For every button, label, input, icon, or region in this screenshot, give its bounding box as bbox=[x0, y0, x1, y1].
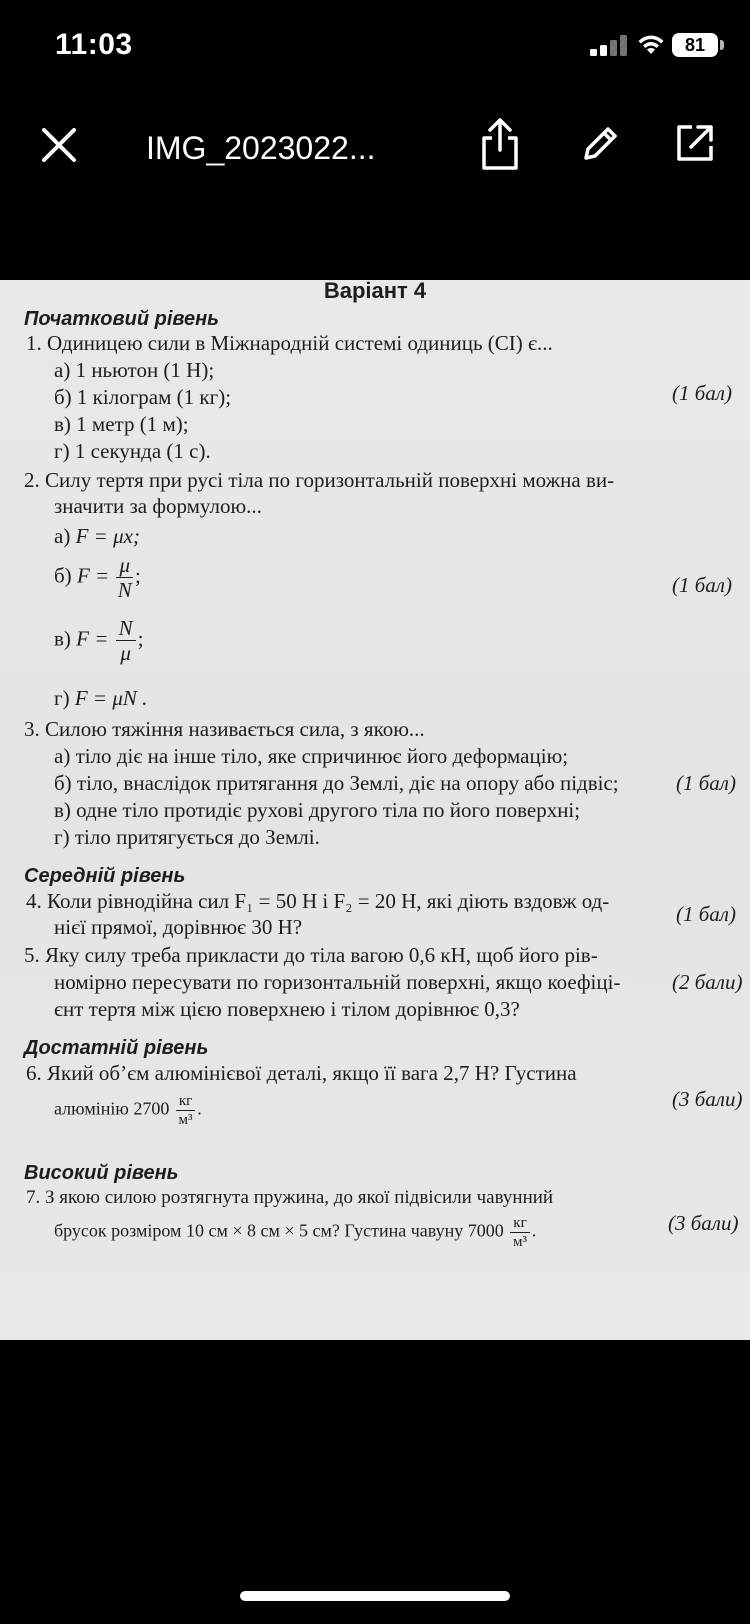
share-icon[interactable] bbox=[478, 114, 522, 174]
question-5-line-2: номірно пересувати по горизонтальній поверхні, якщо коефіці- bbox=[54, 970, 621, 994]
question-6-density-text: алюмінію 2700 bbox=[54, 1098, 170, 1119]
question-6-end: . bbox=[197, 1098, 202, 1119]
option-c-fraction bbox=[116, 616, 136, 665]
question-4-line-1: 4. Коли рівнодійна сил F₁ = 50 Н і F₂ = 20 Н, які діють вздовж од- bbox=[26, 889, 610, 913]
question-2-points: (1 бал) bbox=[672, 573, 732, 597]
question-6-unit-fraction bbox=[176, 1092, 195, 1129]
question-2-line-1: 2. Силу тертя при русі тіла по горизонтальній поверхні можна ви- bbox=[24, 468, 615, 492]
close-icon[interactable] bbox=[36, 122, 82, 168]
question-7-text: брусок розміром 10 см × 8 см × 5 см? Густина чавуну 7000 bbox=[54, 1220, 504, 1241]
option-a-formula: F = μx; bbox=[75, 524, 140, 548]
option-d-label: г) bbox=[54, 686, 70, 710]
question-6-line-2 bbox=[54, 1092, 202, 1129]
option-c-denominator: μ bbox=[120, 641, 131, 665]
battery-level: 81 bbox=[684, 34, 706, 55]
home-indicator[interactable] bbox=[240, 1591, 510, 1601]
question-2-option-a bbox=[54, 523, 140, 550]
question-7-unit-denominator: м³ bbox=[513, 1234, 527, 1250]
wifi-icon bbox=[636, 32, 666, 56]
status-bar bbox=[0, 0, 750, 90]
battery-icon bbox=[672, 33, 718, 57]
worksheet-document bbox=[0, 280, 750, 1340]
level-initial-heading: Початковий рівень bbox=[24, 308, 220, 330]
option-c-label: в) bbox=[54, 626, 71, 651]
battery-tip bbox=[720, 40, 724, 50]
question-1-points: (1 бал) bbox=[672, 381, 732, 405]
question-1-option-d: г) 1 секунда (1 с). bbox=[54, 439, 211, 463]
question-1-option-a: а) 1 ньютон (1 Н); bbox=[54, 358, 215, 382]
question-5-line-3: єнт тертя між цією поверхнею і тілом дорівнює 0,3? bbox=[54, 997, 520, 1021]
question-5-line-1: 5. Яку силу треба прикласти до тіла вагою 0,6 кН, щоб його рів- bbox=[24, 943, 598, 967]
level-high-heading: Високий рівень bbox=[24, 1162, 179, 1184]
question-7-line-2 bbox=[54, 1214, 536, 1251]
level-sufficient-heading: Достатній рівень bbox=[24, 1037, 209, 1059]
option-b-lhs: F = bbox=[76, 563, 110, 588]
option-b-numerator: μ bbox=[116, 553, 133, 578]
cellular-signal-icon bbox=[590, 34, 632, 56]
question-2-option-b: б) F = $\frac{\mu}{N}$ ; bbox=[54, 553, 141, 602]
question-7-points: (3 бали) bbox=[668, 1211, 739, 1235]
question-1: 1. Одиницею сили в Міжнародній системі одиниць (СІ) є... bbox=[26, 331, 553, 355]
question-6-unit-denominator: м³ bbox=[178, 1112, 193, 1128]
question-7-unit-fraction bbox=[510, 1214, 529, 1251]
question-7-line-1: 7. З якою силою розтягнута пружина, до якої підвісили чавунний bbox=[26, 1187, 554, 1208]
question-2-line-2: значити за формулою... bbox=[54, 494, 262, 518]
question-1-option-c: в) 1 метр (1 м); bbox=[54, 412, 189, 436]
question-2-option-d bbox=[54, 685, 147, 712]
option-c-numerator: N bbox=[116, 616, 136, 641]
option-c-lhs: F = bbox=[76, 626, 109, 651]
option-a-label: а) bbox=[54, 524, 71, 548]
question-6-unit-numerator: кг bbox=[176, 1092, 195, 1111]
question-3-points: (1 бал) bbox=[676, 771, 736, 795]
status-time: 11:03 bbox=[55, 28, 133, 61]
open-external-icon[interactable] bbox=[674, 122, 716, 164]
file-title: IMG_2023022... bbox=[146, 130, 376, 166]
question-4-line-2: нієї прямої, дорівнює 30 Н? bbox=[54, 915, 303, 939]
question-2-option-c: в) F = $\frac{N}{\mu}$ ; bbox=[54, 616, 144, 665]
viewer-toolbar bbox=[0, 100, 750, 190]
question-3-option-d: г) тіло притягується до Землі. bbox=[54, 825, 320, 849]
photo-image[interactable] bbox=[0, 280, 750, 1340]
question-3-option-b: б) тіло, внаслідок притягання до Землі, діє на опору або підвіс; bbox=[54, 771, 619, 795]
question-5-points: (2 бали) bbox=[672, 970, 743, 994]
level-medium-heading: Середній рівень bbox=[24, 865, 186, 887]
option-d-formula: F = μN . bbox=[74, 686, 148, 710]
question-6-line-1: 6. Який об’єм алюмінієвої деталі, якщо її вага 2,7 Н? Густина bbox=[26, 1061, 577, 1085]
question-7-unit-numerator: кг bbox=[510, 1214, 529, 1233]
option-b-label: б) bbox=[54, 563, 72, 588]
question-3-option-c: в) одне тіло протидіє рухові другого тіла по його поверхні; bbox=[54, 798, 581, 822]
pencil-icon[interactable] bbox=[578, 122, 622, 166]
option-b-fraction bbox=[116, 553, 133, 602]
option-b-denominator: N bbox=[117, 578, 132, 602]
question-7-end: . bbox=[531, 1220, 537, 1241]
question-3: 3. Силою тяжіння називається сила, з якою... bbox=[24, 717, 425, 741]
question-6-points: (3 бали) bbox=[672, 1087, 743, 1111]
question-1-option-b: б) 1 кілограм (1 кг); bbox=[54, 385, 232, 409]
variant-heading: Варіант 4 bbox=[323, 280, 427, 303]
question-4-points: (1 бал) bbox=[676, 902, 736, 926]
question-3-option-a: а) тіло діє на інше тіло, яке спричинює його деформацію; bbox=[54, 744, 569, 768]
